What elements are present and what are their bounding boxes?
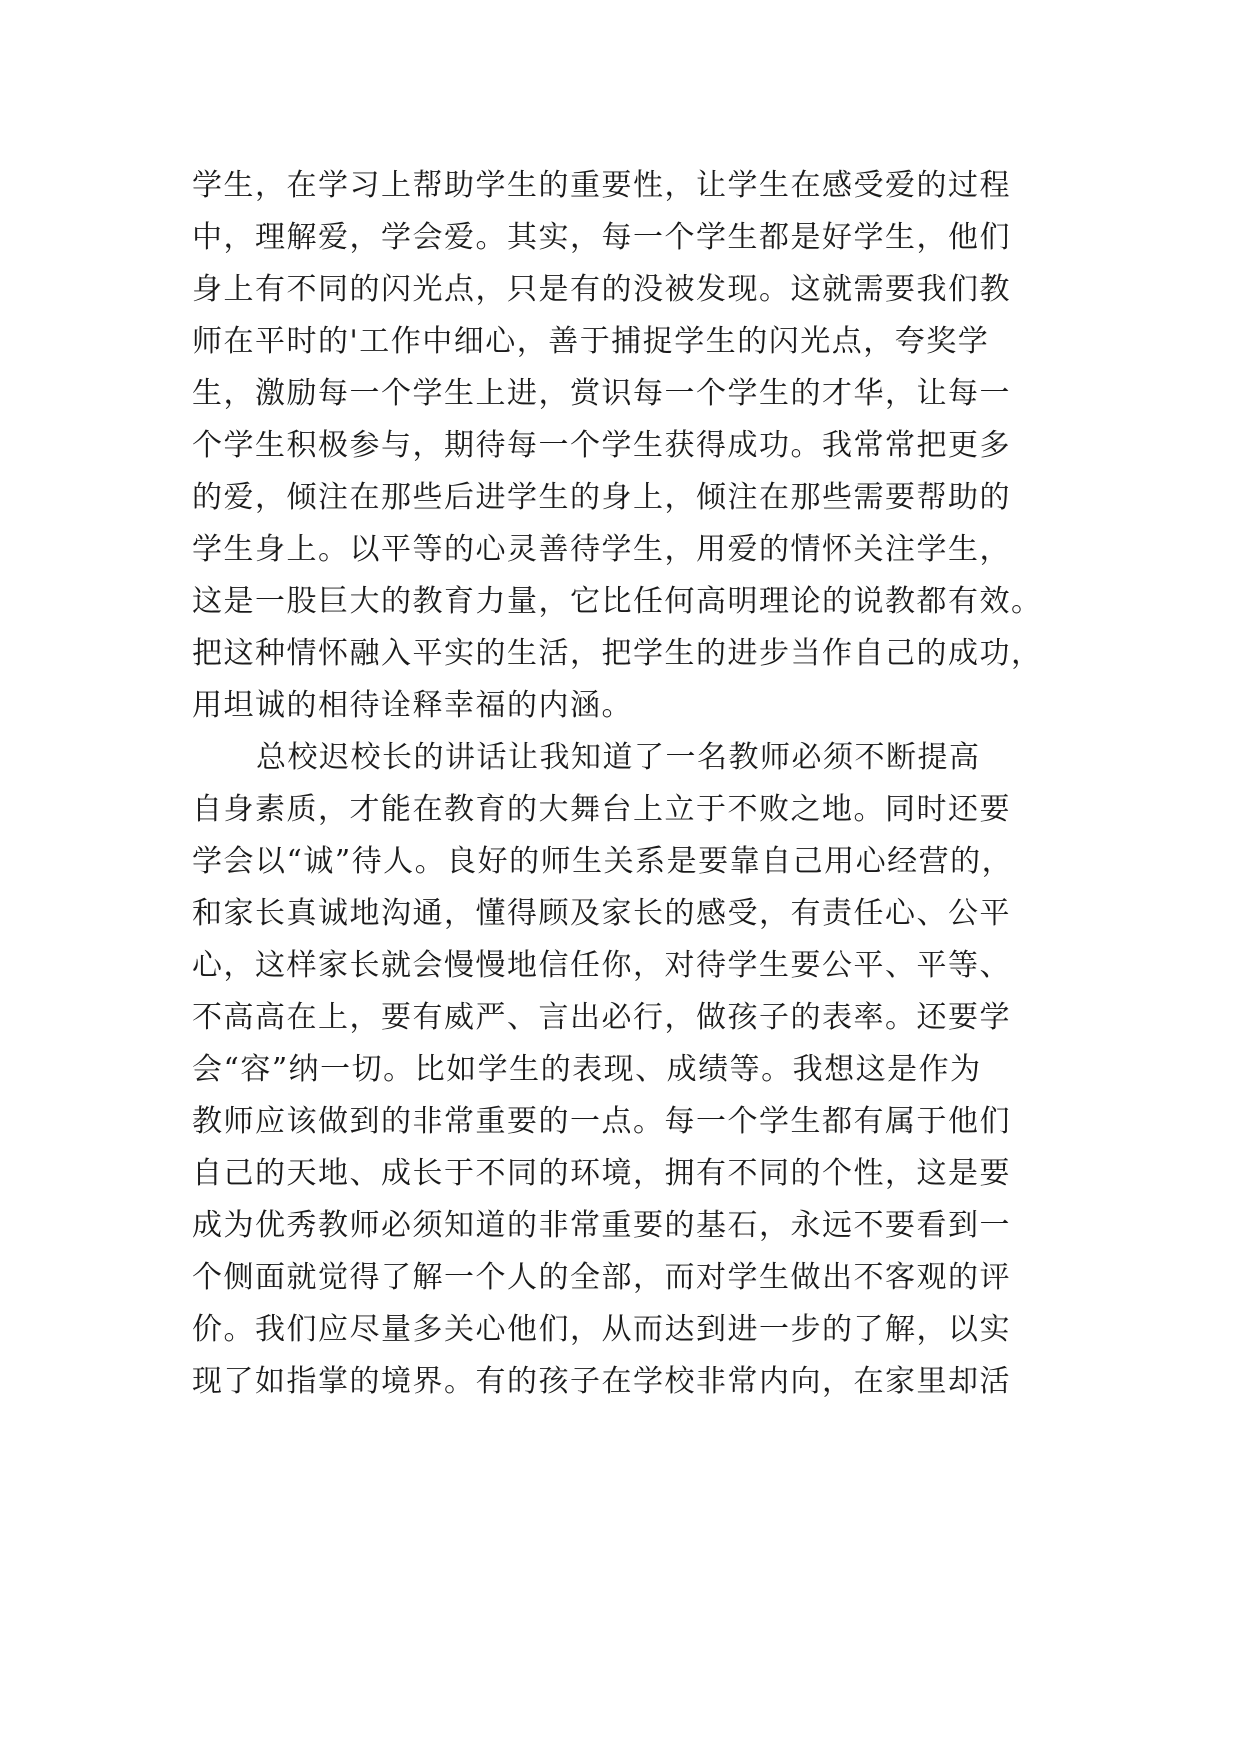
text-line: 现了如指掌的境界。有的孩子在学校非常内向，在家里却活 (192, 1364, 1011, 1399)
text-line: 中，理解爱，学会爱。其实，每一个学生都是好学生，他们 (192, 220, 1011, 255)
text-line: 个侧面就觉得了解一个人的全部，而对学生做出不客观的评 (192, 1260, 1011, 1295)
text-line: 自身素质，才能在教育的大舞台上立于不败之地。同时还要 (192, 792, 1011, 827)
text-line: 学生，在学习上帮助学生的重要性，让学生在感受爱的过程 (192, 168, 1011, 203)
text-line: 师在平时的'工作中细心，善于捕捉学生的闪光点，夸奖学 (192, 324, 990, 359)
text-line-indented: 总校迟校长的讲话让我知道了一名教师必须不断提高 (256, 740, 981, 775)
text-line: 教师应该做到的非常重要的一点。每一个学生都有属于他们 (192, 1104, 1011, 1139)
text-line: 这是一股巨大的教育力量，它比任何高明理论的说教都有效。 (192, 584, 1043, 619)
text-line: 会“容”纳一切。比如学生的表现、成绩等。我想这是作为 (192, 1052, 982, 1087)
text-line: 和家长真诚地沟通，懂得顾及家长的感受，有责任心、公平 (192, 896, 1011, 931)
text-line: 的爱，倾注在那些后进学生的身上，倾注在那些需要帮助的 (192, 480, 1011, 515)
text-line: 学生身上。以平等的心灵善待学生，用爱的情怀关注学生， (192, 532, 1011, 567)
text-line: 自己的天地、成长于不同的环境，拥有不同的个性，这是要 (192, 1156, 1011, 1191)
text-line: 用坦诚的相待诠释幸福的内涵。 (192, 688, 633, 723)
text-line: 生，激励每一个学生上进，赏识每一个学生的才华，让每一 (192, 376, 1011, 411)
text-line: 个学生积极参与，期待每一个学生获得成功。我常常把更多 (192, 428, 1011, 463)
paragraph-2 (192, 732, 1072, 1408)
text-line: 身上有不同的闪光点，只是有的没被发现。这就需要我们教 (192, 272, 1011, 307)
text-line: 把这种情怀融入平实的生活，把学生的进步当作自己的成功， (192, 636, 1043, 671)
text-line: 不高高在上，要有威严、言出必行，做孩子的表率。还要学 (192, 1000, 1011, 1035)
paragraph-1 (192, 160, 1072, 732)
text-line: 心，这样家长就会慢慢地信任你，对待学生要公平、平等、 (192, 948, 1011, 983)
text-line: 价。我们应尽量多关心他们，从而达到进一步的了解，以实 (192, 1312, 1011, 1347)
text-line: 学会以“诚”待人。良好的师生关系是要靠自己用心经营的， (192, 844, 1014, 879)
document-body (192, 160, 1072, 1408)
text-line: 成为优秀教师必须知道的非常重要的基石，永远不要看到一 (192, 1208, 1011, 1243)
